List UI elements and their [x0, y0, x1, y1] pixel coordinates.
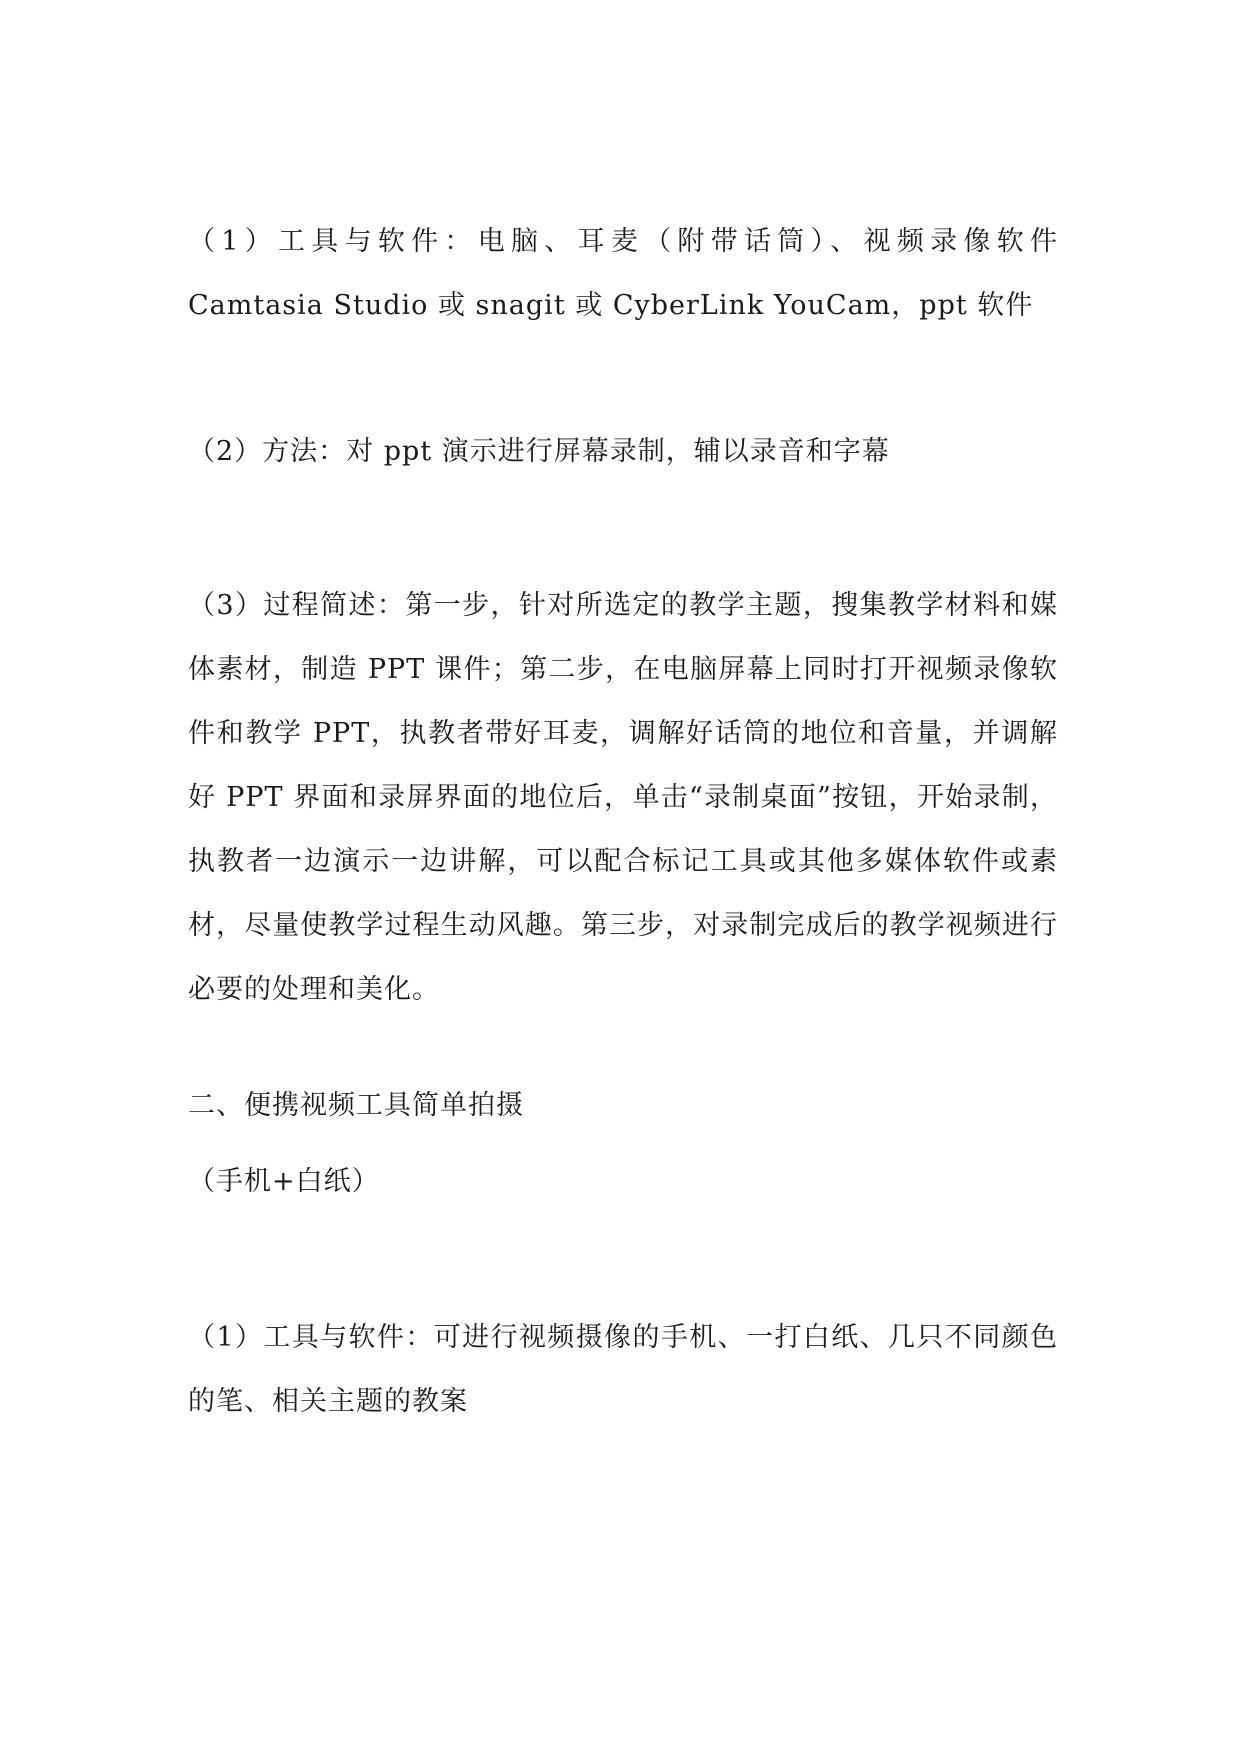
paragraph-process-description: （3）过程简述：第一步，针对所选定的教学主题，搜集教学材料和媒体素材，制造 PPT 课件；第二步，在电脑屏幕上同时打开视频录像软件和教学 PPT，执教者带好耳麦，调解好话筒的地位和音量，并调解好 PPT 界面和录屏界面的地位后，单击“录制桌面”按钮，开始录制，执教者一边演示一边讲解，可以配合标记工具或其他多媒体软件或素材，尽量使教学过程生动风趣。第三步，对录制完成后的教学视频进行必要的处理和美化。: [188, 590, 1058, 1005]
paragraph-method: （2）方法：对 ppt 演示进行屏幕录制，辅以录音和字幕: [188, 436, 890, 467]
section-subtitle: （手机+白纸）: [188, 1166, 380, 1197]
paragraph-tools-software: （1）工具与软件：电脑、耳麦（附带话筒）、视频录像软件 Camtasia Studio 或 snagit 或 CyberLink YouCam，ppt 软件: [188, 226, 1058, 321]
paragraph-tools-section-two: （1）工具与软件：可进行视频摄像的手机、一打白纸、几只不同颜色的笔、相关主题的教案: [188, 1322, 1058, 1417]
section-heading: 二、便携视频工具简单拍摄: [188, 1090, 524, 1121]
